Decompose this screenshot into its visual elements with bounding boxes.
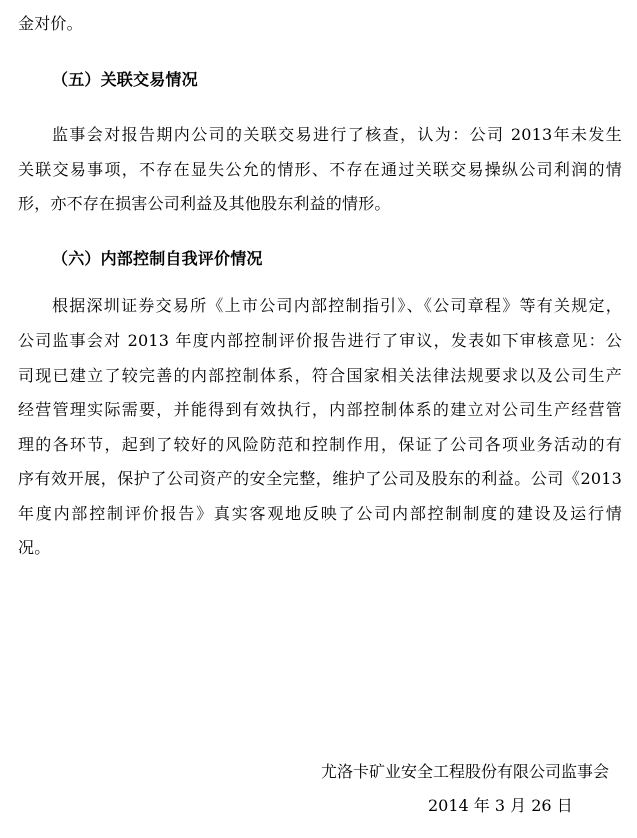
- paragraph-line: 关联交易事项，不存在显失公允的情形、不存在通过关联交易操纵公司利润的情: [18, 160, 622, 179]
- paragraph-line: 形，亦不存在损害公司利益及其他股东利益的情形。: [18, 194, 391, 213]
- paragraph-line: 年度内部控制评价报告》真实客观地反映了公司内部控制制度的建设及运行情: [18, 504, 622, 523]
- paragraph-line: 根据深圳证券交易所《上市公司内部控制指引》、《公司章程》等有关规定，: [52, 296, 622, 315]
- section-heading-related-transactions: （五）关联交易情况: [52, 70, 198, 89]
- paragraph-tail-line: 金对价。: [18, 14, 83, 33]
- paragraph-line: 经营管理实际需要，并能得到有效执行，内部控制体系的建立对公司生产经营管: [18, 400, 622, 419]
- paragraph-line: 公司监事会对 2013 年度内部控制评价报告进行了审议，发表如下审核意见：公: [18, 331, 622, 350]
- signature-organization: 尤洛卡矿业安全工程股份有限公司监事会: [321, 762, 610, 781]
- section-heading-internal-control: （六）内部控制自我评价情况: [52, 249, 263, 268]
- signature-date: 2014 年 3 月 26 日: [428, 796, 573, 815]
- paragraph-line: 监事会对报告期内公司的关联交易进行了核查，认为：公司 2013年未发生: [52, 125, 622, 144]
- paragraph-line: 司现已建立了较完善的内部控制体系，符合国家相关法律法规要求以及公司生产: [18, 366, 622, 385]
- paragraph-line: 序有效开展，保护了公司资产的安全完整，维护了公司及股东的利益。公司《2013: [18, 469, 622, 488]
- paragraph-line: 理的各环节，起到了较好的风险防范和控制作用，保证了公司各项业务活动的有: [18, 435, 622, 454]
- paragraph-line: 况。: [18, 538, 51, 557]
